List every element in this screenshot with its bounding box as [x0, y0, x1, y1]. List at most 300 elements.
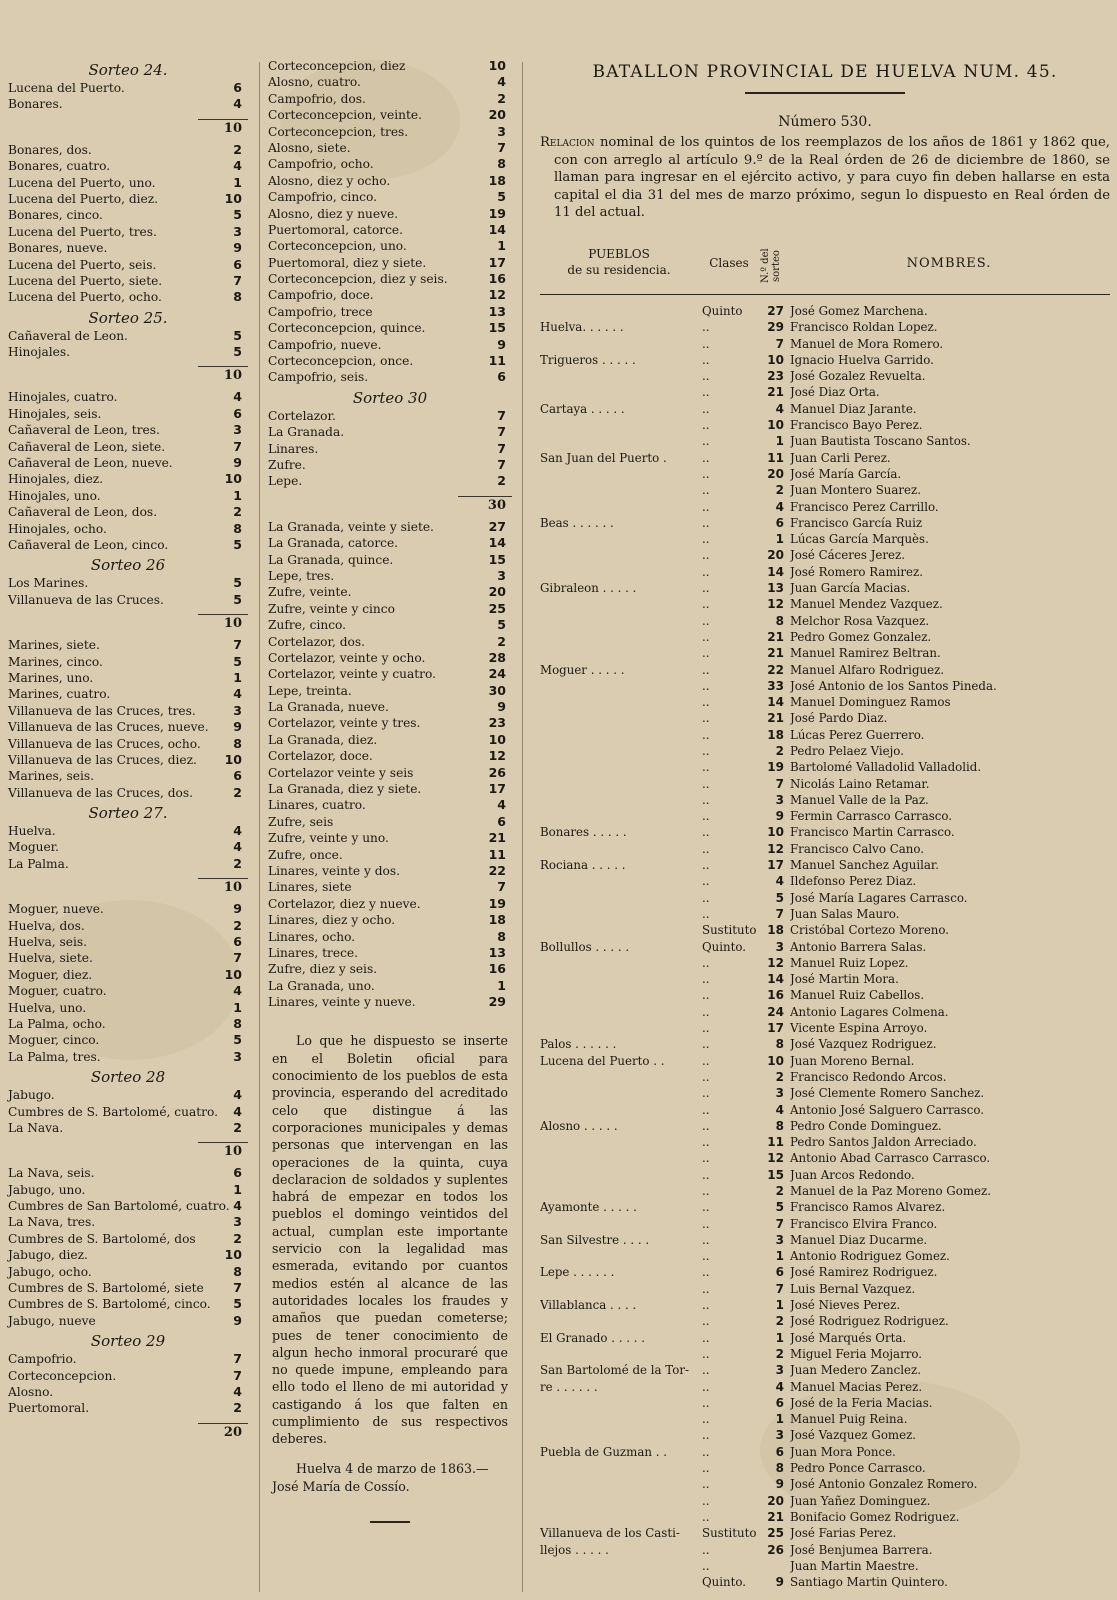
draw-number: 19 [488, 205, 506, 221]
draw-number: 5 [233, 591, 242, 607]
cell-pueblo [540, 890, 698, 906]
cell-nombre: Francisco Bayo Perez. [790, 418, 923, 433]
cell-nombre: Bartolomé Valladolid Valladolid. [790, 760, 982, 775]
draw-number: 1 [233, 487, 242, 503]
draw-row [268, 601, 512, 617]
draw-place: La Palma, ocho. [8, 1016, 106, 1031]
cell-sorteo: 18 [767, 727, 784, 742]
draw-place: Villanueva de las Cruces, tres. [8, 703, 196, 718]
cell-sorteo: 5 [775, 890, 784, 905]
cell-nombre: Juan Arcos Redondo. [790, 1167, 915, 1182]
draw-place: Hinojales, ocho. [8, 521, 107, 536]
cell-sorteo: 25 [767, 1526, 784, 1541]
cell-clase: .. [702, 1314, 710, 1329]
draw-row [8, 901, 248, 917]
table-row [540, 1395, 1110, 1411]
cell-clase: Sustituto [702, 923, 757, 938]
cell-clase: .. [702, 1021, 710, 1036]
draw-number: 2 [497, 473, 506, 489]
draw-place: Cañaveral de Leon, tres. [8, 423, 160, 438]
draw-row [8, 1231, 248, 1247]
relation-intro [540, 134, 1110, 222]
draw-number: 9 [233, 455, 242, 471]
cell-sorteo: 19 [767, 760, 784, 775]
cell-sorteo: 21 [767, 629, 784, 644]
table-row [540, 1509, 1110, 1525]
cell-sorteo: 11 [767, 1135, 784, 1150]
cell-clase: .. [702, 1412, 710, 1427]
draw-place: Cortelazor, dos. [268, 634, 366, 649]
draw-place: Cortelazor, veinte y tres. [268, 716, 421, 731]
draw-row [8, 1049, 248, 1065]
draw-row [268, 732, 512, 748]
table-row [540, 466, 1110, 482]
draw-number: 2 [233, 855, 242, 871]
table-row [540, 1362, 1110, 1378]
cell-sorteo [760, 1558, 790, 1574]
draw-number: 9 [497, 336, 506, 352]
cell-nombre: Francisco Ramos Alvarez. [790, 1200, 946, 1215]
cell-pueblo [540, 303, 698, 319]
draw-place: Villanueva de las Cruces, dos. [8, 785, 193, 800]
cell-clase: .. [702, 434, 710, 449]
header-sorteo: N.º del sorteo [760, 248, 782, 284]
draw-place: Cortelazor veinte y seis [268, 765, 414, 780]
draw-row [268, 353, 512, 369]
draw-number: 12 [488, 287, 506, 303]
draw-row [8, 389, 248, 405]
cell-clase: .. [702, 597, 710, 612]
draw-row [268, 666, 512, 682]
draw-place: Lucena del Puerto, ocho. [8, 290, 162, 305]
draw-row [8, 967, 248, 983]
cell-pueblo [540, 613, 698, 629]
draw-row [268, 634, 512, 650]
cell-sorteo: 2 [775, 743, 784, 758]
cell-pueblo [540, 1476, 698, 1492]
cell-sorteo: 12 [767, 955, 784, 970]
table-row [540, 1150, 1110, 1166]
draw-place: Cumbres de S. Bartolomé, cinco. [8, 1297, 211, 1312]
draw-number: 13 [488, 944, 506, 960]
draw-number: 4 [233, 96, 242, 112]
cell-nombre: Antonio Barrera Salas. [790, 939, 927, 954]
cell-pueblo [540, 1069, 698, 1085]
cell-clase: .. [702, 906, 710, 921]
cell-pueblo [540, 1216, 698, 1232]
draw-row [8, 1313, 248, 1329]
table-row [540, 629, 1110, 645]
cell-pueblo [540, 1150, 698, 1166]
cell-sorteo: 6 [775, 1395, 784, 1410]
cell-pueblo: llejos . . . . . [540, 1542, 609, 1557]
cell-clase: .. [702, 1069, 710, 1084]
draw-number: 2 [497, 90, 506, 106]
draw-row [268, 424, 512, 440]
draw-row [268, 847, 512, 863]
table-row [540, 955, 1110, 971]
cell-clase: .. [702, 466, 710, 481]
draw-heading: Sorteo 25. [88, 308, 168, 327]
cell-pueblo [540, 955, 698, 971]
cell-nombre: Antonio Abad Carrasco Carrasco. [790, 1151, 991, 1166]
cell-nombre: José Antonio de los Santos Pineda. [790, 678, 997, 693]
draw-row [268, 140, 512, 156]
draw-place: Campofrio, nueve. [268, 337, 382, 352]
draw-row [8, 670, 248, 686]
cell-nombre: José Farias Perez. [790, 1526, 897, 1541]
draw-number: 8 [497, 156, 506, 172]
draw-total: 10 [198, 1142, 248, 1161]
cell-clase: .. [702, 1281, 710, 1296]
draw-place: Puertomoral, diez y siete. [268, 255, 427, 270]
cell-sorteo: 10 [767, 418, 784, 433]
draw-place: Linares, trece. [268, 945, 358, 960]
cell-nombre: Ildefonso Perez Diaz. [790, 874, 917, 889]
draw-place: Corteconcepcion, diez y seis. [268, 272, 448, 287]
draw-place: Linares, veinte y nueve. [268, 995, 416, 1010]
draw-total: 30 [458, 496, 512, 515]
draw-number: 8 [233, 1263, 242, 1279]
battalion-section [540, 58, 1110, 1590]
cell-sorteo: 7 [775, 1216, 784, 1231]
draw-row [8, 1296, 248, 1312]
cell-sorteo: 17 [767, 858, 784, 873]
draw-row [268, 271, 512, 287]
notice-paragraph: Lo que he dispuesto se inserte en el Boletin oficial para conocimiento de los pueblos de esta provincia, esperando del acreditado celo que distingue á las corporaciones municipales y demas personas que intervengan en las operaciones de la quinta, cuya declaracion de soldados y suplentes habrá de empezar en todos los pueblos el domingo veintidos del actual, cumplan este importante servicio con la legalidad mas esmerada, evitando por cuantos medios estén al alcance de las autoridades locales los fraudes y amaños que puedan cometerse; pues de tener conocimiento de algun hecho inmoral procuraré que no quede impune, empleando para ello todo el lleno de mi autoridad y castigando á los que falten en cumplimiento de sus respectivos deberes. [272, 1033, 508, 1447]
cell-clase: .. [702, 1004, 710, 1019]
draw-row [268, 369, 512, 385]
draw-number: 7 [497, 139, 506, 155]
cell-sorteo: 7 [775, 776, 784, 791]
table-row [540, 596, 1110, 612]
cell-clase: .. [702, 809, 710, 824]
draw-place: Campofrio, doce. [268, 288, 374, 303]
cell-nombre: Manuel Puig Reina. [790, 1412, 908, 1427]
table-row [540, 384, 1110, 400]
draw-number: 1 [233, 1181, 242, 1197]
cell-clase: Quinto [702, 303, 743, 318]
draw-place: Jabugo, uno. [8, 1182, 86, 1197]
draw-number: 7 [233, 438, 242, 454]
draw-row [268, 238, 512, 254]
draw-number: 4 [233, 686, 242, 702]
draw-place: Moguer, cinco. [8, 1033, 100, 1048]
draw-place: Moguer, nueve. [8, 902, 104, 917]
cell-nombre: Bonifacio Gomez Rodriguez. [790, 1509, 960, 1524]
draw-place: Hinojales, cuatro. [8, 390, 118, 405]
table-row [540, 1085, 1110, 1101]
cell-clase: Quinto. [702, 1575, 747, 1590]
draw-number: 3 [233, 702, 242, 718]
draw-number: 18 [488, 172, 506, 188]
cell-clase: .. [702, 581, 710, 596]
closing-rule [370, 1521, 410, 1523]
draw-place: Cortelazor, diez y nueve. [268, 896, 421, 911]
draw-number: 8 [233, 1015, 242, 1031]
draw-place: Huelva, seis. [8, 935, 87, 950]
column-separator [522, 62, 523, 1592]
cell-nombre: Miguel Feria Mojarro. [790, 1346, 923, 1361]
draw-place: Villanueva de las Cruces, nueve. [8, 720, 209, 735]
cell-clase: .. [702, 890, 710, 905]
draw-list [268, 58, 512, 1010]
cell-sorteo: 6 [775, 1265, 784, 1280]
draw-row [268, 535, 512, 551]
draw-row [8, 406, 248, 422]
cell-clase: .. [702, 711, 710, 726]
cell-nombre: Francisco García Ruiz [790, 515, 923, 530]
cell-nombre: Francisco Martin Carrasco. [790, 825, 955, 840]
cell-nombre: Pedro Conde Dominguez. [790, 1118, 942, 1133]
table-row [540, 1493, 1110, 1509]
cell-sorteo: 22 [767, 662, 784, 677]
cell-nombre: José Rodriguez Rodriguez. [790, 1314, 949, 1329]
draw-number: 1 [233, 669, 242, 685]
draw-number: 14 [488, 221, 506, 237]
draw-number: 2 [233, 504, 242, 520]
cell-sorteo: 3 [775, 1428, 784, 1443]
draw-number: 22 [488, 862, 506, 878]
cell-clase: .. [702, 385, 710, 400]
header-pueblos [540, 238, 698, 294]
draw-place: Cumbres de San Bartolomé, cuatro. [8, 1199, 230, 1214]
cell-pueblo: San Bartolomé de la Tor- [540, 1363, 689, 1378]
cell-sorteo: 1 [775, 1298, 784, 1313]
cell-clase: .. [702, 825, 710, 840]
draw-row [268, 552, 512, 568]
draw-number: 2 [233, 141, 242, 157]
cell-nombre: Manuel Ramirez Beltran. [790, 646, 941, 661]
table-row [540, 1167, 1110, 1183]
cell-nombre: Melchor Rosa Vazquez. [790, 613, 930, 628]
draw-number: 15 [488, 320, 506, 336]
draw-number: 4 [233, 1198, 242, 1214]
cell-sorteo: 7 [775, 1281, 784, 1296]
cell-pueblo [540, 792, 698, 808]
draw-total: 10 [198, 366, 248, 385]
draw-number: 6 [497, 813, 506, 829]
draw-number: 20 [488, 584, 506, 600]
cell-pueblo [540, 1281, 698, 1297]
cell-clase: .. [702, 1477, 710, 1492]
draw-number: 8 [233, 735, 242, 751]
cell-clase: .. [702, 874, 710, 889]
draw-row [8, 1165, 248, 1181]
draw-row [268, 473, 512, 489]
cell-pueblo [540, 384, 698, 400]
draw-row [8, 1182, 248, 1198]
cell-pueblo [540, 1102, 698, 1118]
table-row [540, 1460, 1110, 1476]
draw-place: Puertomoral, catorce. [268, 222, 404, 237]
draw-number: 6 [233, 1165, 242, 1181]
draw-number: 2 [233, 1400, 242, 1416]
conscript-table [540, 303, 1110, 1590]
cell-clase: .. [702, 972, 710, 987]
table-row [540, 1118, 1110, 1134]
cell-nombre: Manuel Diaz Ducarme. [790, 1232, 928, 1247]
draw-number: 4 [233, 1384, 242, 1399]
cell-sorteo: 1 [775, 1412, 784, 1427]
cell-sorteo: 7 [775, 336, 784, 351]
relation-lead: Relacion [540, 135, 595, 150]
cell-pueblo [540, 336, 698, 352]
draw-place: Linares, veinte y dos. [268, 863, 401, 878]
cell-nombre: José Martin Mora. [790, 972, 899, 987]
cell-pueblo [540, 564, 698, 580]
cell-clase: .. [702, 1151, 710, 1166]
draw-row [268, 408, 512, 424]
cell-pueblo [540, 776, 698, 792]
draw-place: Zufre, seis [268, 814, 334, 829]
cell-clase: .. [702, 1298, 710, 1313]
draw-row [8, 273, 248, 289]
table-row [540, 1444, 1110, 1460]
draw-row [8, 439, 248, 455]
cell-clase: .. [702, 1558, 710, 1573]
draw-row [268, 797, 512, 813]
cell-sorteo: 29 [767, 320, 784, 335]
draw-place: La Nava. [8, 1120, 64, 1135]
draw-place: La Granada, diez. [268, 732, 378, 747]
table-row [540, 1542, 1110, 1558]
cell-clase: .. [702, 955, 710, 970]
draw-row [8, 918, 248, 934]
draw-row [268, 617, 512, 633]
table-row [540, 352, 1110, 368]
cell-clase: .. [702, 1461, 710, 1476]
cell-sorteo: 6 [775, 1444, 784, 1459]
table-row [540, 1053, 1110, 1069]
draw-place: Corteconcepcion, quince. [268, 321, 426, 336]
draw-row [8, 823, 248, 839]
draw-number: 1 [497, 977, 506, 993]
table-row [540, 482, 1110, 498]
draw-place: Puertomoral. [8, 1401, 90, 1416]
cell-pueblo: Puebla de Guzman . . [540, 1444, 667, 1459]
draw-row [8, 1000, 248, 1016]
cell-pueblo: Trigueros . . . . . [540, 352, 636, 367]
draw-row [268, 173, 512, 189]
draw-number: 2 [233, 917, 242, 933]
draw-row [8, 1104, 248, 1120]
cell-sorteo: 20 [767, 1493, 784, 1508]
draw-heading: Sorteo 28 [90, 1068, 166, 1087]
table-row [540, 1199, 1110, 1215]
table-row [540, 906, 1110, 922]
cell-sorteo: 3 [775, 939, 784, 954]
draw-number: 10 [224, 966, 242, 982]
draw-number: 23 [488, 715, 506, 731]
cell-pueblo [540, 645, 698, 661]
cell-nombre: Manuel Alfaro Rodriguez. [790, 662, 945, 677]
cell-clase: .. [702, 499, 710, 514]
cell-sorteo: 4 [775, 874, 784, 889]
draw-place: Linares, cuatro. [268, 798, 366, 813]
table-row [540, 1004, 1110, 1020]
table-row [540, 1330, 1110, 1346]
cell-nombre: Manuel Dominguez Ramos [790, 695, 951, 710]
cell-clase: .. [702, 1330, 710, 1345]
draw-place: Lepe. [268, 474, 303, 489]
cell-sorteo: 33 [767, 678, 784, 693]
table-row [540, 531, 1110, 547]
draw-row [8, 575, 248, 591]
draw-place: Lucena del Puerto, diez. [8, 191, 159, 206]
cell-sorteo: 2 [775, 1346, 784, 1361]
draw-row [268, 441, 512, 457]
table-row [540, 808, 1110, 824]
draw-place: Villanueva de las Cruces. [8, 592, 164, 607]
cell-nombre: Francisco Roldan Lopez. [790, 320, 938, 335]
cell-clase: .. [702, 678, 710, 693]
table-row [540, 824, 1110, 840]
cell-pueblo [540, 971, 698, 987]
table-row [540, 336, 1110, 352]
cell-nombre: Francisco Redondo Arcos. [790, 1069, 947, 1084]
cell-sorteo: 5 [775, 1200, 784, 1215]
cell-pueblo: Gibraleon . . . . . [540, 581, 637, 596]
draw-row [8, 504, 248, 520]
draw-place: Cortelazor, veinte y cuatro. [268, 667, 437, 682]
draw-row [268, 765, 512, 781]
draw-row [8, 703, 248, 719]
draw-row [268, 683, 512, 699]
cell-clase: .. [702, 1053, 710, 1068]
draw-place: Jabugo, nueve [8, 1313, 96, 1328]
draw-row [268, 189, 512, 205]
cell-clase: .. [702, 613, 710, 628]
draw-place: Corteconcepcion, veinte. [268, 108, 422, 123]
draw-row [268, 781, 512, 797]
draw-row [8, 158, 248, 174]
draw-place: Huelva, dos. [8, 918, 85, 933]
draw-number: 7 [233, 1280, 242, 1296]
cell-clase: .. [702, 1102, 710, 1117]
cell-nombre: Pedro Ponce Carrasco. [790, 1461, 926, 1476]
cell-nombre: Juan Mora Ponce. [790, 1444, 896, 1459]
cell-nombre: Francisco Perez Carrillo. [790, 499, 939, 514]
cell-sorteo: 3 [775, 1232, 784, 1247]
cell-pueblo [540, 368, 698, 384]
cell-nombre: José Vazquez Rodriguez. [790, 1037, 937, 1052]
draw-number: 2 [233, 1230, 242, 1246]
draw-row [8, 592, 248, 608]
header-nombres: NOMBRES. [906, 255, 992, 271]
cell-pueblo [540, 1493, 698, 1509]
cell-nombre: Ignacio Huelva Garrido. [790, 352, 934, 367]
draw-number: 4 [497, 74, 506, 90]
draw-place: Moguer, diez. [8, 967, 93, 982]
cell-clase: .. [702, 743, 710, 758]
cell-nombre: José Diaz Orta. [790, 385, 880, 400]
cell-nombre: Lúcas Perez Guerrero. [790, 727, 925, 742]
cell-clase: .. [702, 369, 710, 384]
draw-place: Cumbres de S. Bartolomé, dos [8, 1231, 196, 1246]
cell-sorteo: 6 [775, 515, 784, 530]
draw-row [8, 839, 248, 855]
table-row [540, 515, 1110, 531]
header-pueblos-label: PUEBLOS [588, 246, 650, 261]
draw-number: 14 [488, 535, 506, 551]
cell-clase: .. [702, 792, 710, 807]
draw-row [8, 768, 248, 784]
cell-nombre: José Cáceres Jerez. [790, 548, 905, 563]
cell-sorteo: 9 [775, 809, 784, 824]
table-row [540, 1427, 1110, 1443]
cell-pueblo [540, 873, 698, 889]
